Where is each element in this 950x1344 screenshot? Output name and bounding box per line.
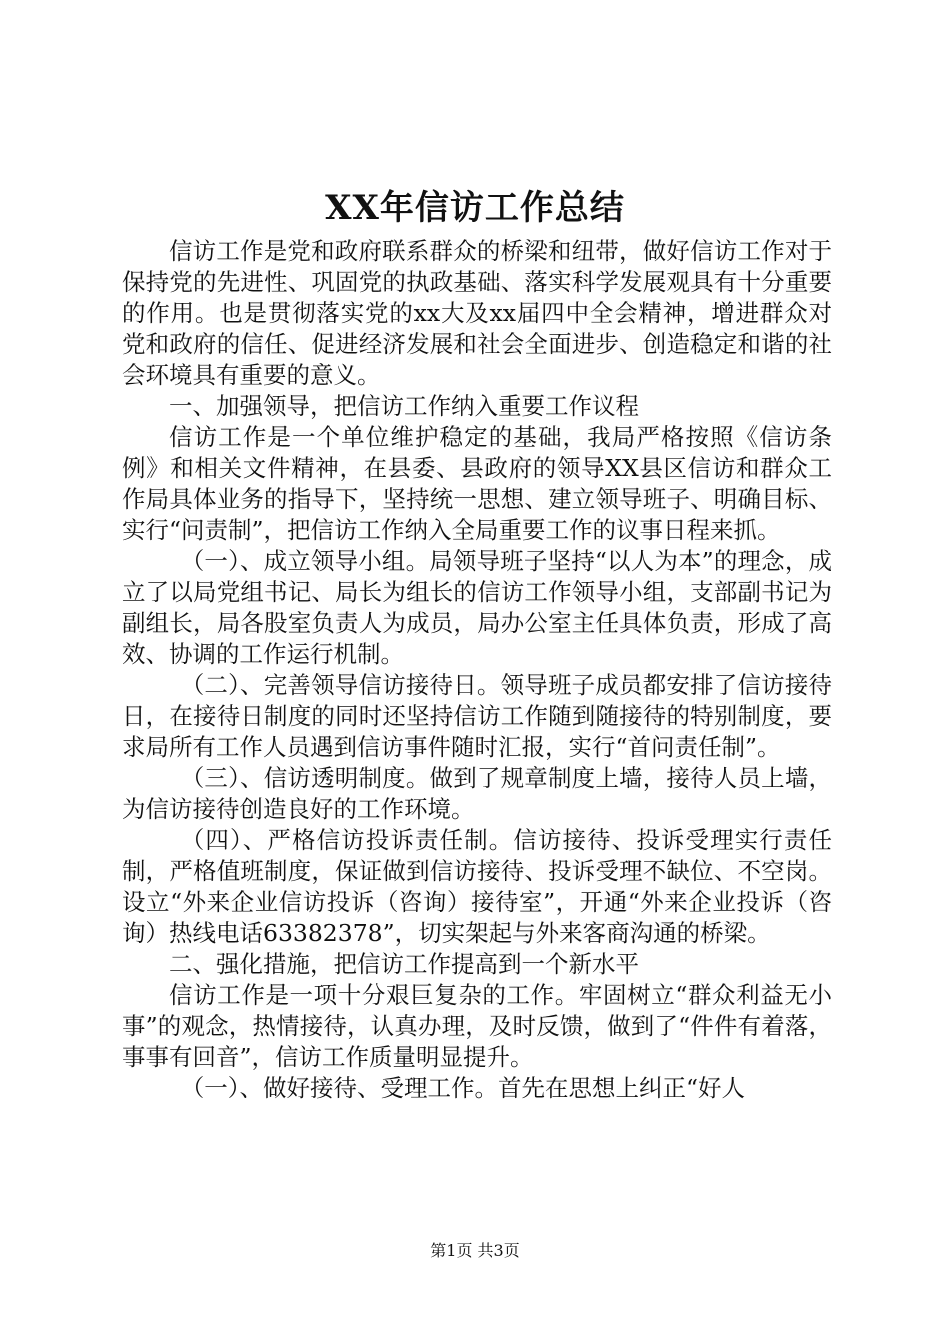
paragraph-item-2-1: （一）、做好接待、受理工作。首先在思想上纠正“好人 — [180, 1074, 746, 1102]
paragraph-item-1-3: （三）、信访透明制度。做到了规章制度上墙，接待人员上墙，为信访接待创造良好的工作环境。 — [122, 764, 832, 823]
paragraph-section-1: 信访工作是一个单位维护稳定的基础，我局严格按照《信访条例》和相关文件精神，在县委、县政府的领导XX县区信访和群众工作局具体业务的指导下，坚持统一思想、建立领导班子、明确目标、实行“问责制”，把信访工作纳入全局重要工作的议事日程来抓。 — [122, 423, 832, 544]
heading-section-1: 一、加强领导，把信访工作纳入重要工作议程 — [169, 392, 639, 420]
document-title: XX年信访工作总结 — [325, 188, 625, 228]
paragraph-item-1-2: （二）、完善领导信访接待日。领导班子成员都安排了信访接待日，在接待日制度的同时还坚持信访工作随到随接待的特别制度，要求局所有工作人员遇到信访事件随时汇报，实行“首问责任制”。 — [122, 671, 832, 761]
page-footer: 第1页 共3页 — [430, 1241, 520, 1260]
paragraph-item-1-1: （一）、成立领导小组。局领导班子坚持“以人为本”的理念，成立了以局党组书记、局长为组长的信访工作领导小组，支部副书记为副组长，局各股室负责人为成员，局办公室主任具体负责，形成了高效、协调的工作运行机制。 — [122, 547, 832, 668]
paragraph-item-1-4: （四）、严格信访投诉责任制。信访接待、投诉受理实行责任制，严格值班制度，保证做到信访接待、投诉受理不缺位、不空岗。设立“外来企业信访投诉（咨询）接待室”，开通“外来企业投诉（咨询）热线电话63382378”，切实架起与外来客商沟通的桥梁。 — [122, 826, 832, 947]
document-body — [122, 236, 832, 1104]
heading-section-2: 二、强化措施，把信访工作提高到一个新水平 — [169, 950, 639, 978]
paragraph-intro: 信访工作是党和政府联系群众的桥梁和纽带，做好信访工作对于保持党的先进性、巩固党的执政基础、落实科学发展观具有十分重要的作用。也是贯彻落实党的xx大及xx届四中全会精神，增进群众对党和政府的信任、促进经济发展和社会全面进步、创造稳定和谐的社会环境具有重要的意义。 — [122, 237, 832, 389]
paragraph-section-2: 信访工作是一项十分艰巨复杂的工作。牢固树立“群众利益无小事”的观念，热情接待，认真办理，及时反馈，做到了“件件有着落，事事有回音”，信访工作质量明显提升。 — [122, 981, 832, 1071]
